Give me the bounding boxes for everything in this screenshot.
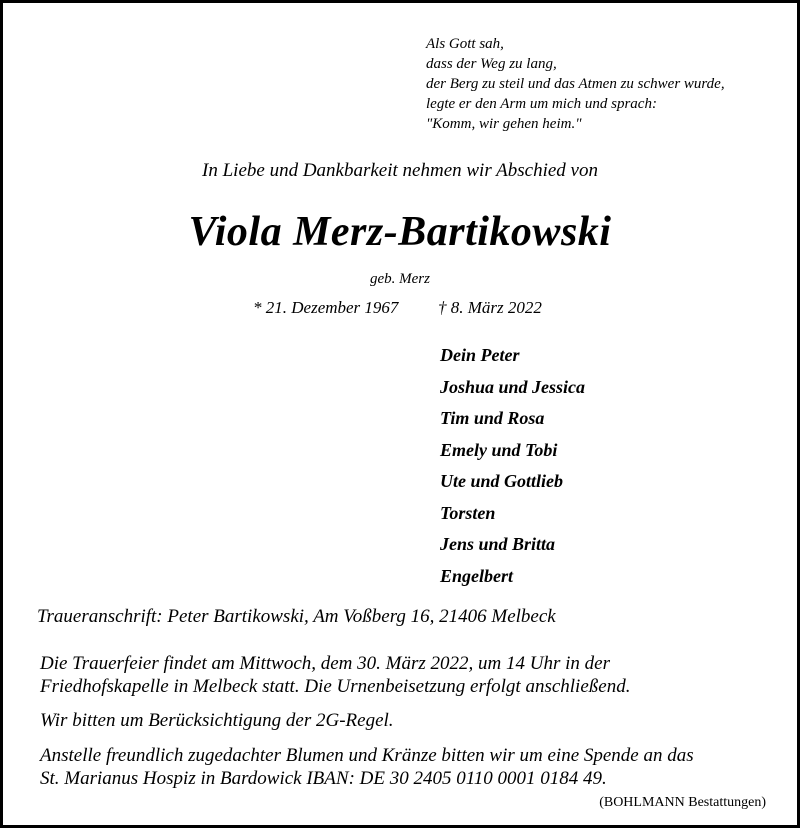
mourner-entry: Engelbert (440, 565, 514, 586)
poem-line: der Berg zu steil und das Atmen zu schwer wurde, (426, 76, 725, 92)
intro-text: In Liebe und Dankbarkeit nehmen wir Abschied von (202, 160, 598, 181)
death-date: † 8. März 2022 (438, 298, 542, 317)
paragraph-line: St. Marianus Hospiz in Bardowick IBAN: DE 30 2405 0110 0001 0184 49. (40, 768, 607, 789)
mourning-address: Traueranschrift: Peter Bartikowski, Am Voßberg 16, 21406 Melbeck (37, 606, 556, 627)
poem (426, 34, 725, 134)
donation-paragraph (40, 744, 694, 790)
poem-line: legte er den Arm um mich und sprach: (426, 96, 657, 112)
funeral-info-paragraph (40, 652, 630, 698)
mourner-entry: Torsten (440, 502, 496, 523)
birth-date: * 21. Dezember 1967 (253, 298, 399, 317)
mourner-entry: Joshua und Jessica (440, 376, 586, 397)
poem-line: Als Gott sah, (426, 36, 504, 52)
paragraph-line: Die Trauerfeier findet am Mittwoch, dem 30. März 2022, um 14 Uhr in der (40, 653, 610, 674)
deceased-name: Viola Merz-Bartikowski (188, 209, 612, 255)
mourner-entry: Dein Peter (440, 345, 520, 365)
mourners-list (440, 340, 585, 592)
mourner-entry: Emely und Tobi (440, 439, 558, 460)
paragraph-line: Anstelle freundlich zugedachter Blumen und Kränze bitten wir um eine Spende an das (40, 745, 694, 766)
poem-line: "Komm, wir gehen heim." (426, 116, 582, 132)
covid-rule-paragraph (40, 709, 394, 732)
poem-line: dass der Weg zu lang, (426, 56, 557, 72)
paragraph-line: Wir bitten um Berücksichtigung der 2G-Regel. (40, 710, 394, 731)
mourner-entry: Tim und Rosa (440, 408, 545, 428)
mourner-entry: Ute und Gottlieb (440, 471, 564, 491)
mourner-entry: Jens und Britta (440, 534, 556, 554)
maiden-name: geb. Merz (370, 271, 430, 287)
funeral-home-credit: (BOHLMANN Bestattungen) (599, 795, 766, 810)
paragraph-line: Friedhofskapelle in Melbeck statt. Die Urnenbeisetzung erfolgt anschließend. (40, 676, 631, 697)
